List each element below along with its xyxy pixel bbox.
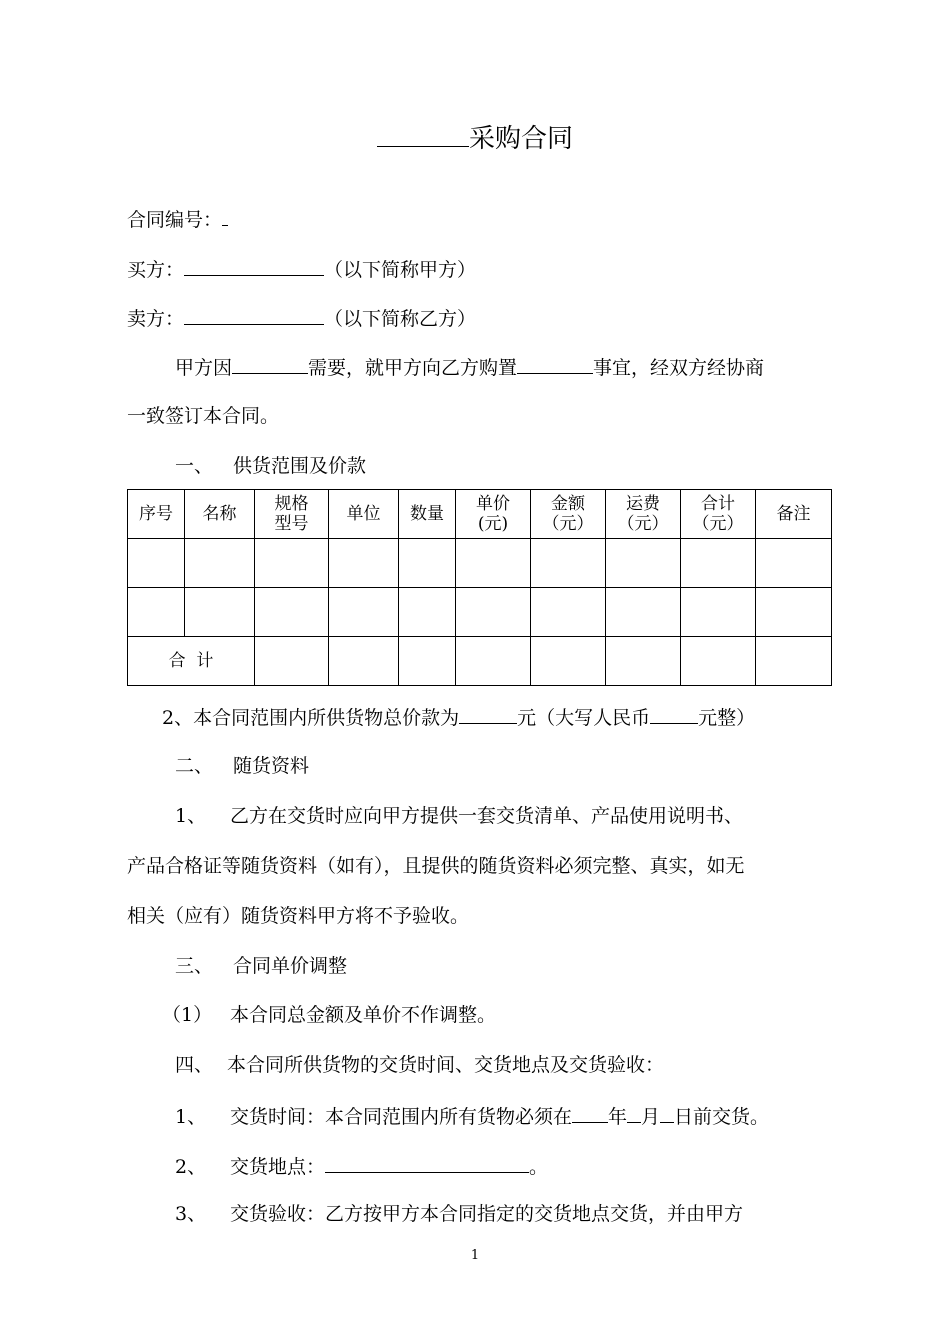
item-text: 相关（应有）随货资料甲方将不予验收。: [127, 905, 470, 927]
table-cell[interactable]: [456, 637, 531, 686]
item-text-end: 。: [529, 1156, 549, 1178]
section-4-heading: [175, 1052, 664, 1078]
table-cell[interactable]: [531, 637, 606, 686]
item-text: 交货验收：乙方按甲方本合同指定的交货地点交货，并由甲方: [230, 1203, 744, 1225]
item-text: 乙方在交货时应向甲方提供一套交货清单、产品使用说明书、: [230, 805, 744, 827]
table-cell[interactable]: [185, 588, 255, 637]
year-label: 年: [608, 1106, 628, 1128]
table-cell[interactable]: [255, 539, 329, 588]
seller-line: [127, 304, 476, 332]
section-1-heading: [175, 453, 366, 479]
total-amount-blank[interactable]: [459, 703, 517, 724]
table-cell[interactable]: [681, 637, 756, 686]
section-number: 二、: [175, 755, 214, 777]
delivery-location-blank[interactable]: [325, 1152, 529, 1173]
intro-line-1: [175, 353, 764, 381]
item-text: 交货地点：: [230, 1156, 326, 1178]
title-text: 采购合同: [468, 124, 573, 154]
contract-no-blank[interactable]: [222, 205, 228, 226]
table-header-row: [128, 490, 832, 539]
header-cell: 金额 （元）: [531, 490, 606, 539]
document-title: [0, 120, 950, 156]
header-cell: 运费 （元）: [606, 490, 681, 539]
intro-b: 需要，就甲方向乙方购置: [308, 357, 518, 379]
price-a: 2、本合同范围内所供货物总价款为: [162, 707, 460, 729]
section-2-item-1-line-2: [127, 853, 745, 879]
header-cell: 单价 (元): [456, 490, 531, 539]
section-2-item-1-line-3: [127, 903, 469, 929]
day-blank[interactable]: [660, 1102, 674, 1123]
table-cell[interactable]: [399, 637, 456, 686]
table-cell[interactable]: [681, 588, 756, 637]
section-title: 随货资料: [233, 755, 310, 777]
table-cell[interactable]: [606, 588, 681, 637]
month-blank[interactable]: [627, 1102, 641, 1123]
item-number: （1）: [162, 1004, 213, 1026]
section-4-item-3: [175, 1201, 743, 1227]
section-title: 供货范围及价款: [233, 455, 367, 477]
month-label: 月: [641, 1106, 661, 1128]
item-text: 交货时间：本合同范围内所有货物必须在: [230, 1106, 573, 1128]
table-cell[interactable]: [756, 637, 832, 686]
table-cell[interactable]: [681, 539, 756, 588]
table-cell[interactable]: [531, 539, 606, 588]
item-number: 1、: [175, 805, 207, 827]
item-number: 3、: [175, 1203, 207, 1225]
header-cell: 合计 （元）: [681, 490, 756, 539]
header-cell: 规格 型号: [255, 490, 329, 539]
title-blank[interactable]: [377, 120, 469, 147]
buyer-blank[interactable]: [184, 255, 324, 276]
price-c: 元整）: [698, 707, 756, 729]
header-cell: 备注: [756, 490, 832, 539]
table-cell[interactable]: [456, 539, 531, 588]
table-cell[interactable]: [255, 588, 329, 637]
purpose-blank[interactable]: [232, 353, 308, 374]
section-2-item-1-line-1: [175, 803, 743, 829]
year-blank[interactable]: [572, 1102, 608, 1123]
table-cell[interactable]: [185, 539, 255, 588]
contract-no-line: [127, 205, 228, 233]
table-cell[interactable]: [329, 588, 399, 637]
section-number: 三、: [175, 955, 214, 977]
table-cell[interactable]: [606, 637, 681, 686]
price-b: 元（大写人民币: [517, 707, 651, 729]
buyer-note: （以下简称甲方）: [324, 259, 477, 281]
header-cell: 数量: [399, 490, 456, 539]
item-text: 产品合格证等随货资料（如有），且提供的随货资料必须完整、真实，如无: [127, 855, 745, 877]
section-4-item-1: [175, 1102, 769, 1130]
table-cell[interactable]: [329, 539, 399, 588]
section-3-item-1: [162, 1002, 496, 1028]
total-amount-upper-blank[interactable]: [650, 703, 698, 724]
table-row: [128, 539, 832, 588]
header-cell: 单位: [329, 490, 399, 539]
table-cell[interactable]: [531, 588, 606, 637]
intro-a: 甲方因: [175, 357, 233, 379]
buyer-label: 买方：: [127, 259, 185, 281]
section-2-heading: [175, 753, 309, 779]
intro-d: 一致签订本合同。: [127, 405, 280, 427]
seller-blank[interactable]: [184, 304, 324, 325]
section-3-heading: [175, 953, 347, 979]
section-number: 四、: [175, 1054, 214, 1076]
intro-c: 事宜，经双方经协商: [593, 357, 765, 379]
table-cell[interactable]: [255, 637, 329, 686]
total-price-line: [162, 703, 755, 731]
contract-no-label: 合同编号：: [127, 209, 223, 231]
table-cell[interactable]: [128, 588, 185, 637]
table-cell[interactable]: [756, 588, 832, 637]
page-number: 1: [470, 1248, 480, 1263]
table-cell[interactable]: [128, 539, 185, 588]
item-number: 1、: [175, 1106, 207, 1128]
item-blank[interactable]: [517, 353, 593, 374]
header-cell: 名称: [185, 490, 255, 539]
table-cell[interactable]: [399, 539, 456, 588]
price-table: [127, 489, 832, 686]
day-label: 日前交货。: [674, 1106, 770, 1128]
table-cell[interactable]: [606, 539, 681, 588]
item-number: 2、: [175, 1156, 207, 1178]
total-label: 合 计: [128, 637, 255, 686]
table-cell[interactable]: [456, 588, 531, 637]
buyer-line: [127, 255, 476, 283]
section-4-item-2: [175, 1152, 548, 1180]
intro-line-2: [127, 403, 279, 429]
table-cell[interactable]: [329, 637, 399, 686]
table-cell[interactable]: [399, 588, 456, 637]
item-text: 本合同总金额及单价不作调整。: [230, 1004, 497, 1026]
header-cell: 序号: [128, 490, 185, 539]
seller-note: （以下简称乙方）: [324, 308, 477, 330]
table-total-row: [128, 637, 832, 686]
section-title: 本合同所供货物的交货时间、交货地点及交货验收：: [227, 1054, 665, 1076]
seller-label: 卖方：: [127, 308, 185, 330]
table-row: [128, 588, 832, 637]
table-cell[interactable]: [756, 539, 832, 588]
section-number: 一、: [175, 455, 214, 477]
section-title: 合同单价调整: [233, 955, 348, 977]
